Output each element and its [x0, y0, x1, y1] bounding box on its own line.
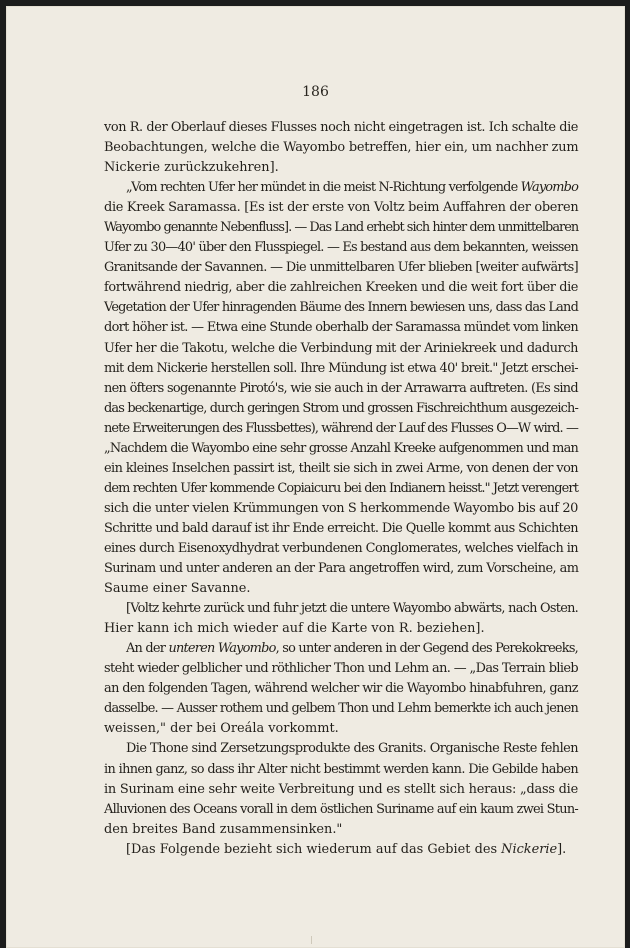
- text-line: fortwährend niedrig, aber die zahlreichen Kreeken und die weit fort über die: [104, 280, 579, 296]
- binding-mark: [311, 936, 312, 944]
- text-line: sich die unter vielen Krümmungen von S herkommende Wayombo bis auf 20: [104, 500, 578, 516]
- text-line: Surinam und unter anderen an der Para angetroffen wird, zum Vorscheine, am: [104, 561, 579, 577]
- text-line: Ufer zu 30—40' über den Flusspiegel. — Es bestand aus dem bekannten, weissen: [104, 240, 579, 256]
- body-text: [104, 118, 578, 860]
- text-line: An der unteren Wayombo, so unter anderen in der Gegend des Perekokreeks,: [126, 641, 578, 657]
- text-line: Hier kann ich mich wieder auf die Karte von R. beziehen].: [104, 621, 485, 637]
- text-line: dasselbe. — Ausser rothem und gelbem Thon und Lehm bemerkte ich auch jenen: [104, 701, 579, 717]
- paragraph-p6: [104, 840, 578, 860]
- text-line: mit dem Nickerie herstellen soll. Ihre Mündung ist etwa 40' breit." Jetzt erschei-: [104, 360, 578, 376]
- text-line: Beobachtungen, welche die Wayombo betreffen, hier ein, um nachher zum: [104, 140, 579, 156]
- text-line: ein kleines Inselchen passirt ist, theilt sie sich in zwei Arme, von denen der von: [104, 460, 578, 476]
- paragraph-p4: [104, 639, 578, 739]
- text-line: in Surinam eine sehr weite Verbreitung und es stellt sich heraus: „dass die: [104, 781, 578, 797]
- text-line: dem rechten Ufer kommende Copiaicuru bei den Indianern heisst." Jetzt verengert: [104, 480, 578, 496]
- text-line: [Voltz kehrte zurück und fuhr jetzt die untere Wayombo abwärts, nach Osten.: [126, 601, 578, 617]
- text-line: in ihnen ganz, so dass ihr Alter nicht bestimmt werden kann. Die Gebilde haben: [104, 761, 579, 777]
- text-line: an den folgenden Tagen, während welcher wir die Wayombo hinabfuhren, ganz: [104, 681, 578, 697]
- text-line: Alluvionen des Oceans vorall in dem östlichen Suriname auf ein kaum zwei Stun-: [104, 801, 579, 817]
- paragraph-p3: [104, 599, 578, 639]
- paragraph-p1: [104, 118, 578, 178]
- paragraph-p2: [104, 178, 578, 599]
- text-line: steht wieder gelblicher und röthlicher Thon und Lehm an. — „Das Terrain blieb: [104, 661, 578, 677]
- text-line: das beckenartige, durch geringen Strom und grossen Fischreichthum ausgezeich-: [104, 400, 579, 416]
- book-page: [6, 6, 625, 948]
- text-line: den breites Band zusammensinken.": [104, 821, 343, 837]
- page-number: 186: [302, 84, 329, 100]
- text-line: dort höher ist. — Etwa eine Stunde oberhalb der Saramassa mündet vom linken: [104, 320, 578, 336]
- text-line: Ufer her die Takotu, welche die Verbindung mit der Ariniekreek und dadurch: [104, 340, 578, 356]
- paragraph-p5: [104, 739, 578, 839]
- text-line: weissen," der bei Oreála vorkommt.: [104, 721, 339, 737]
- text-line: die Kreek Saramassa. [Es ist der erste von Voltz beim Auffahren der oberen: [104, 200, 579, 216]
- text-line: nete Erweiterungen des Flussbettes), während der Lauf des Flusses O—W wird. —: [104, 420, 578, 436]
- text-line: Wayombo genannte Nebenfluss]. — Das Land erhebt sich hinter dem unmittelbaren: [104, 220, 579, 236]
- text-line: „Vom rechten Ufer her mündet in die meist N-Richtung verfolgende Wayombo: [126, 180, 579, 196]
- text-line: Granitsande der Savannen. — Die unmittelbaren Ufer blieben [weiter aufwärts]: [104, 260, 578, 276]
- text-line: von R. der Oberlauf dieses Flusses noch nicht eingetragen ist. Ich schalte die: [104, 120, 578, 135]
- text-line: nen öfters sogenannte Pirotó's, wie sie auch in der Arrawarra auftreten. (Es sind: [104, 380, 578, 396]
- text-line: Nickerie zurückzukehren].: [104, 160, 279, 176]
- text-line: Schritte und bald darauf ist ihr Ende erreicht. Die Quelle kommt aus Schichten: [104, 520, 579, 536]
- text-line: [Das Folgende bezieht sich wiederum auf das Gebiet des Nickerie].: [126, 841, 567, 857]
- text-line: Saume einer Savanne.: [104, 581, 251, 597]
- text-line: „Nachdem die Wayombo eine sehr grosse Anzahl Kreeke aufgenommen und man: [104, 440, 578, 456]
- text-line: Vegetation der Ufer hinragenden Bäume des Innern bewiesen uns, dass das Land: [104, 300, 579, 316]
- text-line: Die Thone sind Zersetzungsprodukte des Granits. Organische Reste fehlen: [126, 741, 579, 757]
- text-line: eines durch Eisenoxydhydrat verbundenen Conglomerates, welches vielfach in: [104, 540, 578, 556]
